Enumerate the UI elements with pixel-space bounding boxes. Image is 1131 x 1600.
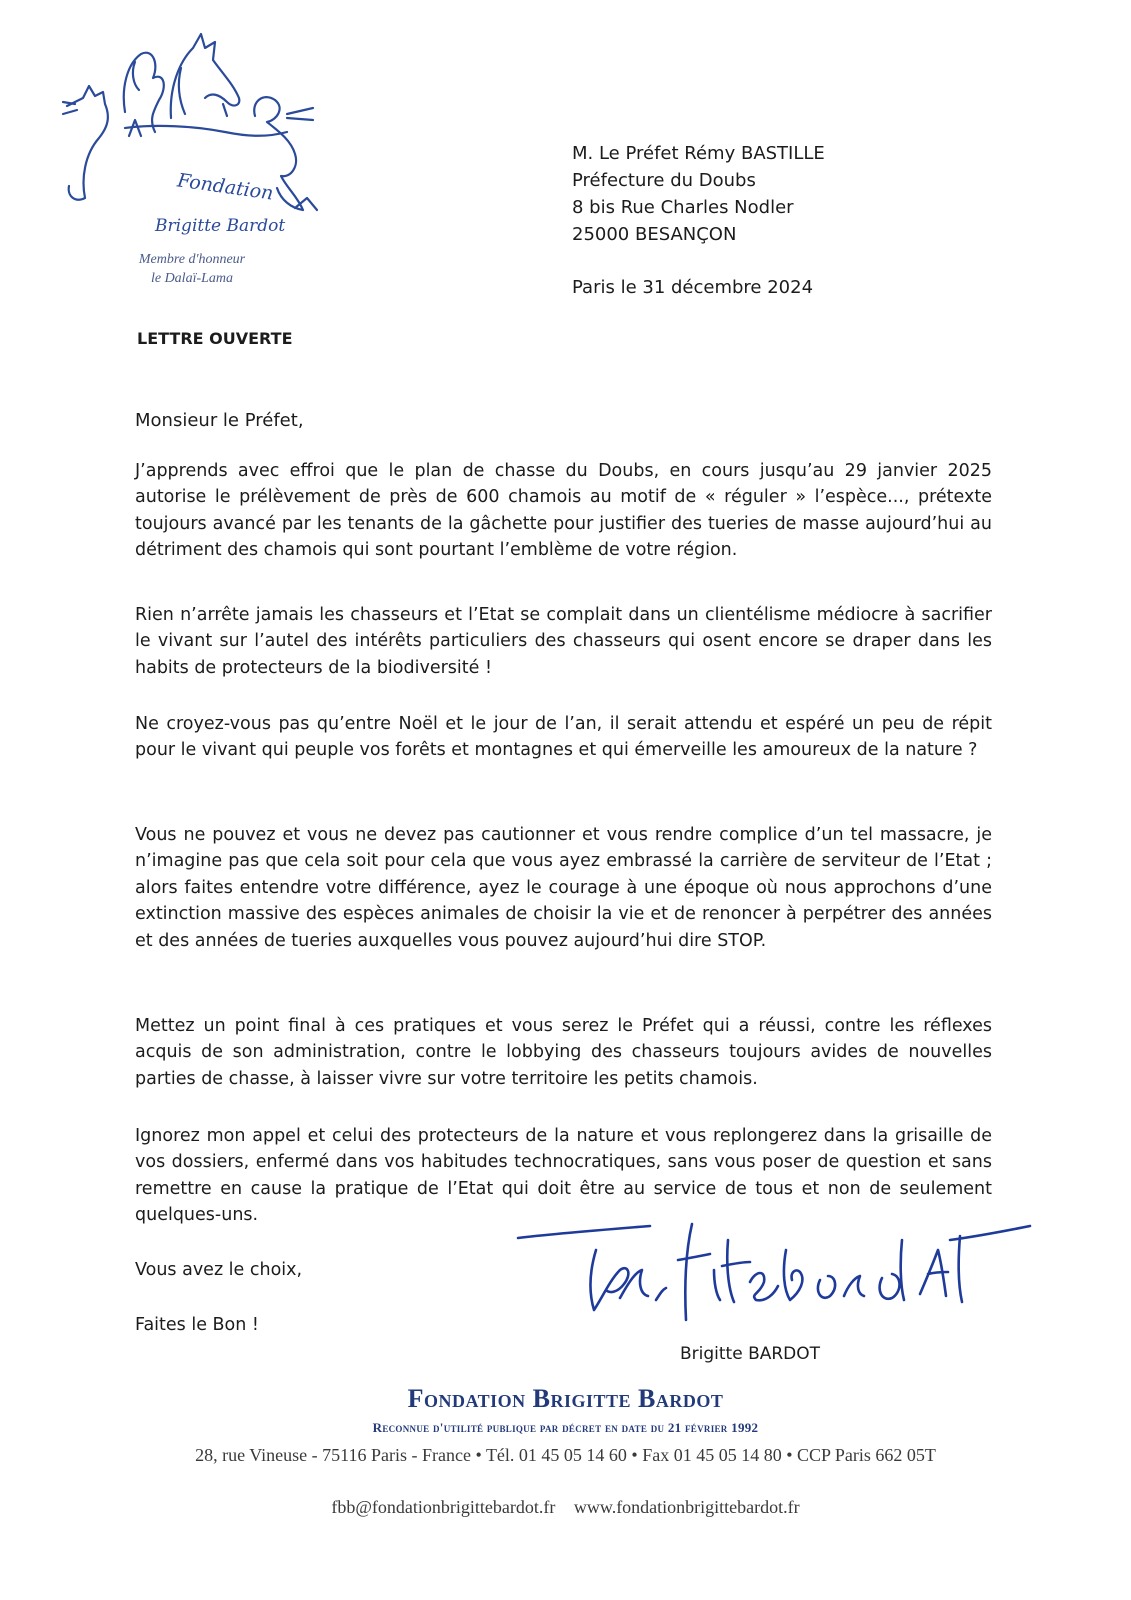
recipient-address bbox=[572, 140, 825, 248]
recipient-office: Préfecture du Doubs bbox=[572, 170, 756, 191]
footer-subtitle: Reconnue d'utilité publique par décret en date du 21 février 1992 bbox=[372, 1420, 759, 1435]
recipient-name: M. Le Préfet Rémy BASTILLE bbox=[572, 143, 825, 164]
salutation: Monsieur le Préfet, bbox=[135, 410, 304, 431]
paragraph-3 bbox=[135, 711, 992, 764]
footer-address: 28, rue Vineuse - 75116 Paris - France • Tél. 01 45 05 14 60 • Fax 01 45 05 14 80 • CCP Paris 662 05T bbox=[195, 1445, 936, 1465]
letter-date: Paris le 31 décembre 2024 bbox=[572, 277, 814, 298]
footer-contact bbox=[0, 1497, 1131, 1518]
logo-text-fondation: Fondation bbox=[175, 169, 275, 205]
honor-line-2: le Dalaï-Lama bbox=[150, 271, 234, 286]
paragraph-text: Ne croyez-vous pas qu’entre Noël et le jour de l’an, il serait attendu et espéré un peu de répit pour le vivant qui peuple vos forêts et montagnes et qui émerveille les amoureux de la nature ? bbox=[135, 714, 992, 761]
paragraph-text: J’apprends avec effroi que le plan de chasse du Doubs, en cours jusqu’au 29 janvier 2025 autorise le prélèvement de près de 600 chamois au motif de « réguler » l’espèce..., prétexte toujours avancé par les tenants de la gâchette pour justifier des tueries de masse aujourd’hui au détriment des chamois qui sont pourtant l’emblème de votre région. bbox=[135, 461, 992, 561]
footer-email-link[interactable]: fbb@fondationbrigittebardot.fr bbox=[331, 1497, 556, 1517]
paragraph-text: Rien n’arrête jamais les chasseurs et l’Etat se complait dans un clientélisme médiocre à sacrifier le vivant sur l’autel des intérêts particuliers des chasseurs qui osent encore se draper dans les habits de protecteurs de la biodiversité ! bbox=[135, 605, 992, 678]
closing-line-1: Vous avez le choix, bbox=[135, 1260, 303, 1280]
paragraph-text: Mettez un point final à ces pratiques et vous serez le Préfet qui a réussi, contre les réflexes acquis de son administration, contre le lobbying des chasseurs toujours avides de nouvelles parties de chasse, à laisser vivre sur votre territoire les petits chamois. bbox=[135, 1016, 992, 1089]
letter-heading: LETTRE OUVERTE bbox=[137, 329, 293, 348]
paragraph-1 bbox=[135, 458, 992, 564]
recipient-city: 25000 BESANÇON bbox=[572, 224, 737, 245]
honor-line-1: Membre d'honneur bbox=[138, 252, 246, 267]
handwritten-signature bbox=[510, 1210, 1050, 1340]
paragraph-text: Vous ne pouvez et vous ne devez pas cautionner et vous rendre complice d’un tel massacre, je n’imagine pas que cela soit pour cela que vous ayez embrassé la carrière de serviteur de l’Etat ; alors faites entendre votre différence, ayez le courage à une époque où nous approchons d’une extinction massive des espèces animales de choisir la vie et de renoncer à perpétrer des années et des années de tueries auxquelles vous pouvez aujourd’hui dire STOP. bbox=[135, 825, 992, 951]
animals-logo-icon bbox=[55, 28, 325, 238]
signer-name: Brigitte BARDOT bbox=[680, 1344, 821, 1364]
paragraph-5 bbox=[135, 1013, 992, 1092]
logo-text-brigitte-bardot: Brigitte Bardot bbox=[155, 216, 286, 236]
footer-website-link[interactable]: www.fondationbrigittebardot.fr bbox=[573, 1497, 800, 1517]
footer-foundation-name: Fondation Brigitte Bardot bbox=[407, 1384, 724, 1413]
closing-line-2: Faites le Bon ! bbox=[135, 1315, 259, 1335]
paragraph-2 bbox=[135, 602, 992, 681]
honorary-member-note bbox=[112, 250, 272, 288]
paragraph-text: Ignorez mon appel et celui des protecteurs de la nature et vous replongerez dans la grisaille de vos dossiers, enfermé dans vos habitudes technocratiques, sans vous poser de question et sans remettre en cause la pratique de l’Etat qui doit être au service de tous et non de seulement quelques-uns. bbox=[135, 1126, 992, 1226]
paragraph-4 bbox=[135, 822, 992, 954]
foundation-logo bbox=[55, 28, 325, 238]
recipient-street: 8 bis Rue Charles Nodler bbox=[572, 197, 794, 218]
